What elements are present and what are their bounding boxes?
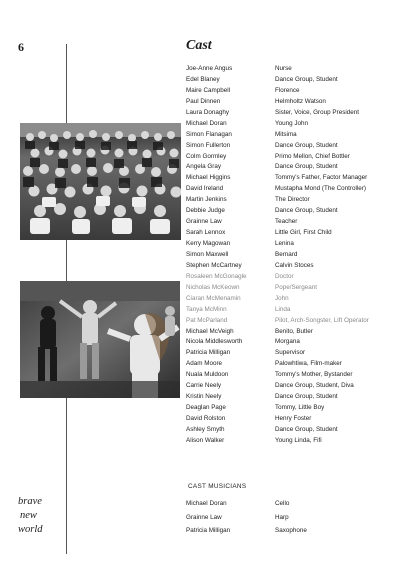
actor-name: Kerry Magowan bbox=[186, 240, 231, 247]
actor-name: Nicola Middlesworth bbox=[186, 338, 243, 346]
cast-row bbox=[186, 370, 396, 381]
cast-row bbox=[186, 206, 396, 217]
page-number: 6 bbox=[18, 40, 24, 54]
role-name: Dance Group, Student bbox=[275, 163, 338, 171]
book-title bbox=[18, 495, 43, 537]
cast-row bbox=[186, 414, 396, 425]
actor-name: Ciaran McMenamin bbox=[186, 294, 241, 302]
cast-row bbox=[186, 436, 396, 447]
role-name: The Director bbox=[275, 196, 310, 204]
role-name: Doctor bbox=[275, 272, 294, 280]
role-name: Helmholtz Watson bbox=[275, 97, 326, 105]
role-name: Palowhtiwa, Film-maker bbox=[275, 360, 342, 368]
cast-row bbox=[186, 261, 396, 272]
actor-name: Deaglan Page bbox=[186, 404, 226, 412]
role-name: Tommy's Father, Factor Manager bbox=[275, 174, 368, 182]
musician-row bbox=[186, 497, 396, 511]
actor-name: Colm Gormley bbox=[186, 152, 227, 160]
cast-row bbox=[186, 359, 396, 370]
cast-row bbox=[186, 228, 396, 239]
actor-name: David Rolston bbox=[186, 415, 226, 422]
role-name: Sister, Voice, Group President bbox=[275, 108, 360, 116]
role-name: Dance Group, Student bbox=[275, 141, 338, 149]
cast-row bbox=[186, 217, 396, 228]
actor-name: Martin Jenkins bbox=[186, 196, 227, 204]
cast-row bbox=[186, 75, 396, 86]
actor-name: Laura Donaghy bbox=[186, 108, 230, 116]
cast-heading: Cast bbox=[186, 38, 212, 53]
cast-row bbox=[186, 348, 396, 359]
role-name: Calvin Stoces bbox=[275, 261, 314, 269]
cast-group-photo bbox=[20, 123, 181, 240]
role-name: Benito, Butler bbox=[275, 327, 313, 335]
cast-row bbox=[186, 327, 396, 338]
cast-row bbox=[186, 294, 396, 305]
cast-list bbox=[186, 64, 396, 447]
cast-row bbox=[186, 130, 396, 141]
role-name: Dance Group, Student bbox=[275, 393, 338, 401]
role-name: Pilot, Arch-Songster, Lift Operator bbox=[275, 316, 369, 324]
cast-row bbox=[186, 403, 396, 414]
role-name: Cello bbox=[275, 500, 290, 507]
role-name: Morgana bbox=[275, 338, 300, 346]
actor-name: Edel Blaney bbox=[186, 75, 220, 83]
actor-name: Nicholas McKeown bbox=[186, 283, 240, 291]
cast-row bbox=[186, 119, 396, 130]
actor-name: Simon Fullerton bbox=[186, 141, 231, 149]
actor-name: Paul Dinnen bbox=[186, 97, 221, 105]
cast-row bbox=[186, 173, 396, 184]
cast-row bbox=[186, 108, 396, 119]
actor-name: Simon Flanagan bbox=[186, 130, 232, 138]
role-name: Little Girl, First Child bbox=[275, 229, 332, 237]
actor-name: Stephen McCartney bbox=[186, 261, 242, 269]
actor-name: Patricia Milligan bbox=[186, 527, 231, 535]
actor-name: Sarah Lennox bbox=[186, 229, 226, 237]
book-title-line: brave bbox=[18, 496, 42, 507]
role-name: Tommy's Mother, Bystander bbox=[275, 371, 353, 379]
actor-name: Debbie Judge bbox=[186, 207, 225, 215]
actor-name: Michael Doran bbox=[186, 500, 227, 507]
cast-row bbox=[186, 305, 396, 316]
actor-name: Michael Doran bbox=[186, 119, 227, 127]
actor-name: Alison Walker bbox=[186, 436, 225, 444]
role-name: Lenina bbox=[275, 240, 294, 247]
actor-name: Tanya McMinn bbox=[186, 305, 227, 313]
role-name: Supervisor bbox=[275, 349, 306, 357]
actor-name: David Ireland bbox=[186, 185, 224, 193]
role-name: Pope/Sergeant bbox=[275, 283, 318, 291]
role-name: Dance Group, Student bbox=[275, 425, 338, 433]
role-name: John bbox=[275, 294, 289, 302]
cast-row bbox=[186, 316, 396, 327]
musicians-list bbox=[186, 497, 396, 538]
cast-row bbox=[186, 425, 396, 436]
actor-name: Rosaleen McGonagle bbox=[186, 272, 247, 280]
role-name: Bernard bbox=[275, 250, 298, 258]
actor-name: Pat McParland bbox=[186, 316, 228, 324]
cast-row bbox=[186, 97, 396, 108]
role-name: Dance Group, Student, Diva bbox=[275, 382, 354, 390]
cast-row bbox=[186, 239, 396, 250]
role-name: Florence bbox=[275, 86, 300, 94]
cast-row bbox=[186, 195, 396, 206]
cast-row bbox=[186, 250, 396, 261]
cast-row bbox=[186, 152, 396, 163]
actor-name: Grainne Law bbox=[186, 513, 222, 521]
cast-row bbox=[186, 392, 396, 403]
cast-row bbox=[186, 64, 396, 75]
actor-name: Patricia Milligan bbox=[186, 349, 231, 357]
musicians-heading: CAST MUSICIANS bbox=[188, 483, 247, 490]
cast-row bbox=[186, 162, 396, 173]
actor-name: Simon Maxwell bbox=[186, 250, 229, 258]
role-name: Nurse bbox=[275, 65, 292, 72]
cast-row bbox=[186, 141, 396, 152]
role-name: Saxophone bbox=[275, 527, 307, 535]
role-name: Mustapha Mond (The Controller) bbox=[275, 185, 366, 193]
cast-row bbox=[186, 337, 396, 348]
actor-name: Kristin Neely bbox=[186, 393, 222, 401]
role-name: Linda bbox=[275, 305, 291, 313]
actor-name: Michael McVeigh bbox=[186, 327, 234, 335]
role-name: Young Linda, Fifi bbox=[275, 436, 322, 444]
cast-row bbox=[186, 86, 396, 97]
book-title-line: world bbox=[18, 524, 43, 535]
cast-row bbox=[186, 381, 396, 392]
actor-name: Adam Moore bbox=[186, 360, 223, 368]
dance-rehearsal-photo bbox=[20, 281, 180, 398]
actor-name: Angela Gray bbox=[186, 163, 222, 171]
role-name: Dance Group, Student bbox=[275, 75, 338, 83]
musician-row bbox=[186, 511, 396, 525]
actor-name: Carrie Neely bbox=[186, 382, 221, 390]
actor-name: Michael Higgins bbox=[186, 174, 231, 182]
cast-row bbox=[186, 184, 396, 195]
role-name: Henry Foster bbox=[275, 415, 312, 422]
role-name: Harp bbox=[275, 513, 289, 521]
cast-row bbox=[186, 272, 396, 283]
role-name: Tommy, Little Boy bbox=[275, 404, 325, 412]
role-name: Mitsima bbox=[275, 130, 297, 138]
actor-name: Grainne Law bbox=[186, 218, 222, 226]
actor-name: Maire Campbell bbox=[186, 86, 231, 94]
role-name: Teacher bbox=[275, 218, 298, 226]
role-name: Dance Group, Student bbox=[275, 207, 338, 215]
actor-name: Ashley Smyth bbox=[186, 425, 225, 433]
cast-row bbox=[186, 283, 396, 294]
book-title-line: new bbox=[20, 510, 37, 521]
actor-name: Nuala Muldoon bbox=[186, 371, 229, 379]
role-name: Primo Mellon, Chief Bottler bbox=[275, 152, 350, 160]
role-name: Young John bbox=[275, 119, 309, 127]
musician-row bbox=[186, 524, 396, 538]
actor-name: Joe-Anne Angus bbox=[186, 65, 233, 72]
